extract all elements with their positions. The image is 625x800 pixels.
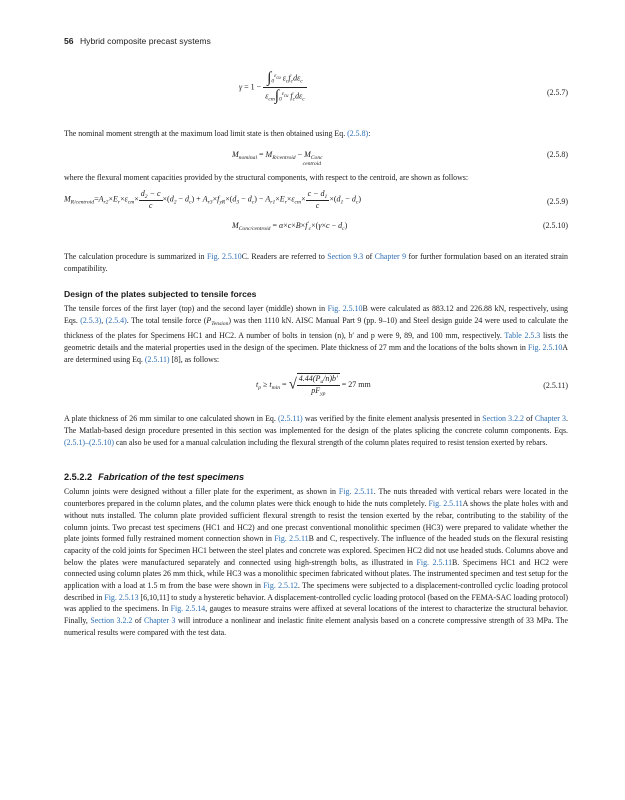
- table-link[interactable]: Table 2.5.3: [504, 331, 541, 341]
- paragraph-text: for further formulation based on an iterated strain compatibility.: [64, 252, 568, 274]
- paragraph-text: lists the geometric details and the material properties used in the design of the specimen. Plate thickness of 27 mm and the locations of the bolts shown in: [64, 331, 568, 352]
- paragraph-text: ,: [101, 315, 106, 325]
- equation-number: (2.5.9): [546, 197, 568, 207]
- figure-link[interactable]: Fig. 2.5.13: [104, 592, 139, 602]
- figure-link[interactable]: Fig. 2.5.11: [338, 487, 374, 497]
- figure-link[interactable]: Fig. 2.5.14: [170, 604, 206, 614]
- equation-link[interactable]: (2.5.11): [278, 414, 303, 424]
- equation-link[interactable]: (2.5.3): [80, 315, 102, 325]
- equation-number: (2.5.10): [543, 221, 568, 231]
- paragraph-text: . The total tensile force (: [126, 315, 207, 325]
- paragraph-text: B. Specimens HC1 and HC2 were connected using column plates 26 mm thick, while HC3 was a monolithic specimen fabricated without plates. The instrumented specimen and test setup for the application with a load at 1.5 m from the base were shown in: [64, 557, 568, 591]
- equation-2-5-10-body: $M_{Conc/centroid} = \alpha\times c\times B\times f'_c\times(\gamma\times c - d_c)$: [232, 221, 348, 233]
- figure-link[interactable]: Fig. 2.5.10: [327, 303, 363, 313]
- equation-2-5-9: [64, 187, 568, 241]
- tension-subscript: Tension: [211, 320, 229, 327]
- chapter-link[interactable]: Chapter 9: [374, 252, 407, 262]
- paragraph-text: A shows the plate holes with and without nuts installed. The column plate provided sufficient flexural strength to resist the tension exerted by the rebar, contributing to the stability of the column joints. Two precast test specimens (HC1 and HC2) and one precast conventional monolithic specimen (HC3) were prepared to validate whether the plate joints formed fully restrained moment connection shown in: [64, 499, 569, 544]
- running-title: Hybrid composite precast systems: [79, 36, 211, 46]
- running-header: [64, 36, 568, 46]
- figure-link[interactable]: Fig. 2.5.12: [263, 581, 298, 591]
- paragraph-text: :: [368, 129, 371, 138]
- figure-link[interactable]: Fig. 2.5.10: [207, 252, 242, 262]
- chapter-link[interactable]: Chapter 3: [143, 616, 176, 626]
- equation-number: (2.5.11): [543, 381, 568, 391]
- paragraph-text: , gauges to measure strains were affixed at several locations of the interest to characterize the structural behavior. Finally,: [64, 604, 568, 626]
- equation-2-5-8-body: $M_{nominal} = M_{R/centroid} - M_{Conc}$ $_{centroid}$: [232, 149, 323, 167]
- equation-number: (2.5.7): [546, 88, 568, 97]
- paragraph-plate-thickness: [64, 413, 568, 448]
- figure-link[interactable]: Fig. 2.5.11: [416, 557, 453, 567]
- paragraph-text: B and C, respectively. The influence of the headed studs on the flexural resisting capacity of the cold joints for Specimen HC1 between the steel plates and concrete was explored. Specimen HC2 did not use headed studs. Columns above and below the plates were manufactured separately and connected using high-strength bolts, as illustrated in: [64, 534, 568, 567]
- subsection-heading: [64, 472, 568, 482]
- equation-link[interactable]: (2.5.1)–(2.5.10): [64, 437, 114, 447]
- paragraph-text: ) was then 1110 kN. AISC Manual Part 9 (pp. 9–10) and Steel design guide 24 were used to calculate the thickness of the plates for Specimens HC1 and HC2. A number of bolts in tension (n), b′ and p were 9, 89, and 100 mm, respectively.: [64, 315, 568, 341]
- tension-symbol: P: [206, 315, 212, 325]
- paragraph-text: . The Matlab-based design procedure presented in this section was implemented for the design of the plates splicing the concrete column components. Eqs.: [64, 414, 568, 436]
- equation-link[interactable]: (2.5.8): [347, 129, 369, 138]
- paragraph-text: was verified by the finite element analysis presented in: [302, 414, 483, 424]
- paragraph-text: A plate thickness of 26 mm similar to one calculated shown in Eq.: [64, 414, 278, 424]
- paragraph-text: of: [132, 616, 144, 626]
- section-link[interactable]: Section 9.3: [327, 252, 364, 262]
- paragraph-text: of: [363, 252, 375, 262]
- paragraph-text: . The specimens were subjected to a displacement-controlled cyclic loading protocol described in: [64, 581, 568, 602]
- section-link[interactable]: Section 3.2.2: [90, 616, 133, 626]
- paragraph-text: . The nuts threaded with vertical rebars were located in the counterbores prepared in the column plates, and the column plates were thick enough to hide the nuts completely.: [64, 487, 568, 509]
- paragraph-text: Column joints were designed without a filler plate for the experiment, as shown in: [64, 487, 339, 497]
- equation-result: = 27 mm: [341, 380, 371, 390]
- figure-link[interactable]: Fig. 2.5.11: [428, 499, 463, 509]
- paragraph-text: C. Readers are referred to: [241, 252, 328, 262]
- equation-2-5-7: [64, 64, 568, 128]
- equation-2-5-9-body: $M_{R/centroid}=A_{r2}\times E_r\times\varepsilon_{cm}\times$ $\frac{d_2 - c}{c}$ $\times(d_2 - d_c) + A_{r3}\times f_{yR}\times(d_3 - d_c) - A_{r1}\times E_r\times\varepsilon_{cm}\times$ $\frac{c - d_1}{c}$ $\times(d_1 - d_c)$: [64, 189, 361, 211]
- section-heading: Design of the plates subjected to tensile forces: [64, 288, 257, 299]
- section-link[interactable]: Section 3.2.2: [482, 414, 524, 424]
- paragraph-fabrication: [64, 486, 568, 638]
- paragraph-text: The calculation procedure is summarized in: [64, 252, 208, 262]
- paragraph-text: [8], as follows:: [169, 354, 220, 364]
- paragraph-text: The tensile forces of the first layer (top) and the second layer (middle) shown in: [64, 303, 328, 313]
- subsection-number: 2.5.2.2: [64, 472, 93, 483]
- paragraph-text: The nominal moment strength at the maximum load limit state is then obtained using Eq.: [64, 129, 348, 138]
- subsection-title: Fabrication of the test specimens: [98, 472, 245, 483]
- page-number: 56: [64, 36, 74, 46]
- paragraph-tensile-forces: [64, 303, 568, 366]
- equation-link[interactable]: (2.5.11): [144, 354, 170, 364]
- paragraph-calculation-procedure: [64, 251, 568, 274]
- figure-link[interactable]: Fig. 2.5.11: [274, 534, 309, 544]
- chapter-link[interactable]: Chapter 3: [534, 414, 566, 424]
- figure-link[interactable]: Fig. 2.5.10: [527, 342, 563, 352]
- paragraph-text: [6,10,11] to study a hysteretic behavior. A displacement-controlled cyclic loading protocol (based on the FEMA-SAC loading protocol) was applied to the specimens. In: [64, 592, 568, 614]
- paragraph-text: can also be used for a manual calculation including the flexural strength of the column plates required to resist tension exerted by rebars.: [113, 437, 548, 447]
- paragraph-flexural-capacities: where the flexural moment capacities provided by the structural components, with respect to the centroid, are shown as follows:: [64, 172, 469, 182]
- page: [64, 36, 568, 639]
- equation-2-5-11-body: $t_p \ge t_{min}$ = √ $\frac{4.44(P_u/n)b'}{pF_{yp}}$ = 27 mm: [256, 374, 371, 398]
- paragraph-nominal-moment: [64, 128, 568, 140]
- equation-2-5-7-body: γ = 1 − $\frac{\int_0^{\varepsilon_{cu}} \varepsilon_cf_cd\varepsilon_c}{\varepsilon_{cm}\int_0^{\varepsilon_{cu}} f_cd\varepsilon_c}$: [239, 70, 305, 104]
- equation-2-5-8: [64, 146, 568, 172]
- paragraph-text: A are determined using Eq.: [64, 342, 568, 364]
- paragraph-text: will introduce a nonlinear and inelastic finite element analysis based on a concrete compressive strength of 33 MPa. The numerical results were compared with the test data.: [64, 616, 568, 637]
- equation-number: (2.5.8): [546, 149, 568, 159]
- paragraph-text: of: [523, 414, 535, 424]
- equation-2-5-11: [64, 369, 568, 411]
- equation-link[interactable]: (2.5.4): [105, 315, 127, 325]
- paragraph-text: B were calculated as 883.12 and 226.88 kN, respectively, using Eqs.: [64, 303, 569, 325]
